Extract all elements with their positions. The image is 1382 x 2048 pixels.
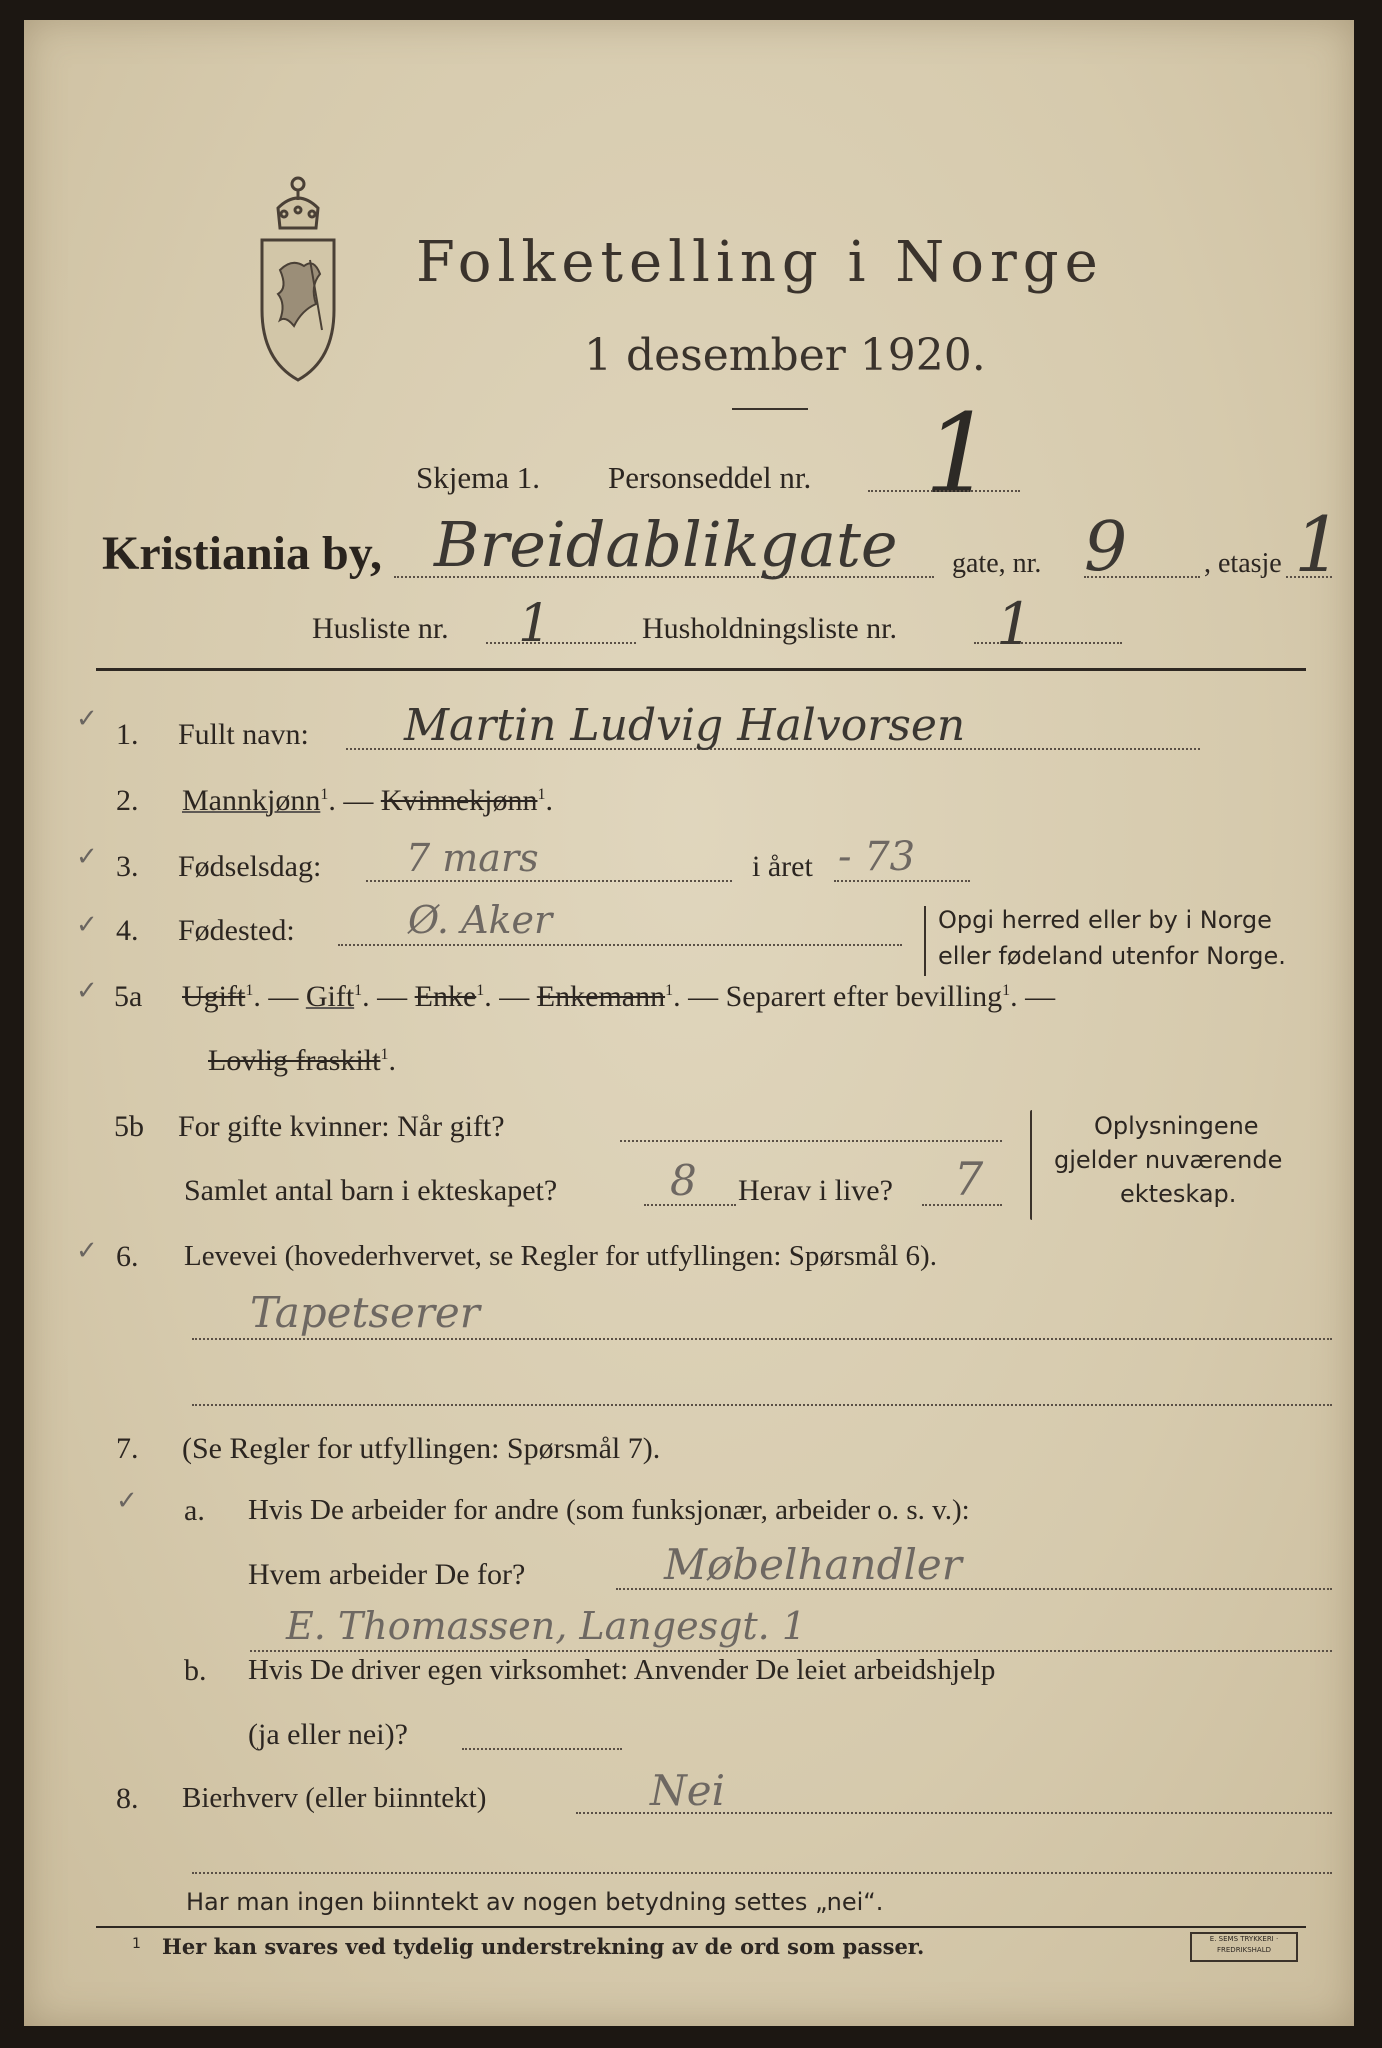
q4-brace — [924, 906, 926, 976]
q4-line — [338, 944, 902, 946]
q4-label: Fødested: — [178, 914, 295, 947]
sup-marker: 1 — [537, 786, 546, 803]
biinntekt-note: Har man ingen biinntekt av nogen betydning settes „nei“. — [186, 1888, 884, 1916]
check-mark-q4: ✓ — [76, 910, 98, 940]
option-female: Kvinnekjønn — [380, 784, 538, 817]
q7-label: (Se Regler for utfyllingen: Spørsmål 7). — [182, 1432, 661, 1465]
option-separator: . — — [362, 980, 408, 1013]
q3-label: Fødselsdag: — [178, 850, 322, 883]
schema-label: Skjema 1. — [416, 460, 540, 495]
q6-line1 — [192, 1338, 1332, 1340]
title-divider — [732, 408, 808, 410]
q5b-number: 5b — [114, 1110, 144, 1143]
option-separator: . — — [484, 980, 530, 1013]
q5b-brace — [1030, 1110, 1032, 1220]
q7-number: 7. — [116, 1432, 139, 1465]
husholdning-label: Husholdningsliste nr. — [642, 612, 898, 645]
q7a-answer2: E. Thomassen, Langesgt. 1 — [286, 1604, 807, 1648]
q7b-line — [462, 1748, 622, 1750]
personseddel-line — [868, 490, 1020, 492]
coat-of-arms-icon — [250, 170, 346, 390]
header-rule — [96, 668, 1306, 671]
gate-label: gate, nr. — [952, 548, 1042, 579]
street-handwritten: Breidablikgate — [434, 508, 898, 581]
option-gift: Gift — [305, 980, 355, 1013]
husliste-handwritten: 1 — [518, 594, 552, 654]
option-ugift: Ugift — [182, 980, 246, 1013]
q7a-letter: a. — [184, 1494, 205, 1527]
q7a-question: Hvem arbeider De for? — [248, 1558, 526, 1591]
footnote-text: Her kan svares ved tydelig understrekning av de ord som passer. — [162, 1934, 925, 1959]
q2-number: 2. — [116, 784, 139, 817]
q7a-answer1: Møbelhandler — [664, 1540, 962, 1589]
q8-label: Bierhverv (eller biinntekt) — [182, 1782, 487, 1814]
option-enkemann: Enkemann — [536, 980, 666, 1013]
census-date: 1 desember 1920. — [584, 330, 986, 381]
check-mark-q3: ✓ — [76, 842, 98, 872]
q3-year-answer: - 73 — [838, 834, 916, 880]
handwritten-number: 1 — [924, 390, 994, 518]
etasje-handwritten: 1 — [1294, 500, 1343, 589]
q3-number: 3. — [116, 850, 139, 883]
q5a-options — [182, 980, 1055, 1014]
option-separator: . — — [328, 784, 374, 817]
personseddel-label: Personseddel nr. — [608, 460, 812, 495]
option-separator: . — — [1010, 980, 1056, 1013]
q5b-when-line — [620, 1140, 1002, 1142]
sup-marker: 1 — [354, 982, 363, 999]
city-label: Kristiania by, — [102, 527, 383, 580]
nr-handwritten: 9 — [1084, 508, 1128, 587]
husliste-label: Husliste nr. — [312, 612, 449, 645]
q5b-children-answer: 8 — [670, 1156, 697, 1205]
q5a-options-line2 — [208, 1044, 396, 1078]
q4-answer: Ø. Aker — [408, 898, 553, 942]
option-fraskilt: Lovlig fraskilt — [208, 1044, 381, 1077]
q6-line2 — [192, 1404, 1332, 1406]
q7a-line2 — [250, 1650, 1332, 1652]
husholdning-handwritten: 1 — [996, 590, 1033, 658]
sup-marker: 1 — [476, 982, 485, 999]
q8-line2 — [192, 1872, 1332, 1874]
q6-answer: Tapetserer — [250, 1288, 480, 1337]
q5b-children-label: Samlet antal barn i ekteskapet? — [184, 1174, 558, 1207]
q3-date-line — [366, 880, 732, 882]
sup-marker: 1 — [1002, 982, 1011, 999]
sup-marker: 1 — [320, 786, 329, 803]
q5b-label: For gifte kvinner: Når gift? — [178, 1110, 505, 1143]
q7a-text: Hvis De arbeider for andre (som funksjonær, arbeider o. s. v.): — [248, 1494, 970, 1526]
q8-answer: Nei — [650, 1766, 726, 1815]
footnote-number: 1 — [132, 1936, 141, 1952]
q3-answer: 7 mars — [406, 836, 539, 880]
option-separator: . — — [253, 980, 299, 1013]
q7b-text: Hvis De driver egen virksomhet: Anvender De leiet arbeidshjelp — [248, 1654, 996, 1686]
q4-note-line2: eller fødeland utenfor Norge. — [938, 942, 1286, 970]
q1-number: 1. — [116, 718, 139, 751]
option-end: . — [545, 784, 553, 817]
check-mark-q6: ✓ — [76, 1236, 98, 1266]
husliste-line — [486, 642, 636, 644]
option-separator: . — — [673, 980, 719, 1013]
q5b-note-line3: ekteskap. — [1120, 1180, 1237, 1208]
q1-answer: Martin Ludvig Halvorsen — [404, 700, 966, 751]
q8-number: 8. — [116, 1782, 139, 1815]
option-enke: Enke — [414, 980, 477, 1013]
form-title: Folketelling i Norge — [416, 230, 1104, 295]
q3-year-label: i året — [752, 850, 813, 883]
q5b-alive-answer: 7 — [954, 1152, 984, 1206]
q6-label: Levevei (hovederhvervet, se Regler for utfyllingen: Spørsmål 6). — [184, 1240, 937, 1272]
check-mark-q5a: ✓ — [76, 976, 98, 1006]
sup-marker: 1 — [245, 982, 254, 999]
check-mark-q1: ✓ — [76, 704, 98, 734]
q1-label: Fullt navn: — [178, 718, 309, 751]
q7b-letter: b. — [184, 1654, 207, 1687]
etasje-label: , etasje — [1204, 548, 1282, 579]
q5b-note-line2: gjelder nuværende — [1054, 1146, 1283, 1174]
footnote-rule — [96, 1926, 1306, 1928]
sup-marker: 1 — [380, 1046, 389, 1063]
option-male: Mannkjønn — [182, 784, 321, 817]
q4-note-line1: Opgi herred eller by i Norge — [938, 906, 1272, 934]
q6-number: 6. — [116, 1240, 139, 1273]
q5b-note-line1: Oplysningene — [1094, 1112, 1259, 1140]
printer-stamp: E. SEMS TRYKKERI · FREDRIKSHALD — [1190, 1932, 1298, 1962]
check-mark-q7a: ✓ — [116, 1486, 138, 1516]
option-end: . — [388, 1044, 396, 1077]
census-form-sheet — [24, 20, 1354, 2026]
q5b-alive-label: Herav i live? — [738, 1174, 893, 1207]
q4-number: 4. — [116, 914, 139, 947]
sup-marker: 1 — [665, 982, 674, 999]
q5a-number: 5a — [114, 980, 143, 1013]
q2-options — [182, 784, 553, 818]
q3-year-line — [834, 880, 970, 882]
option-separert: Separert efter bevilling — [725, 980, 1003, 1013]
q7b-question: (ja eller nei)? — [248, 1718, 408, 1751]
